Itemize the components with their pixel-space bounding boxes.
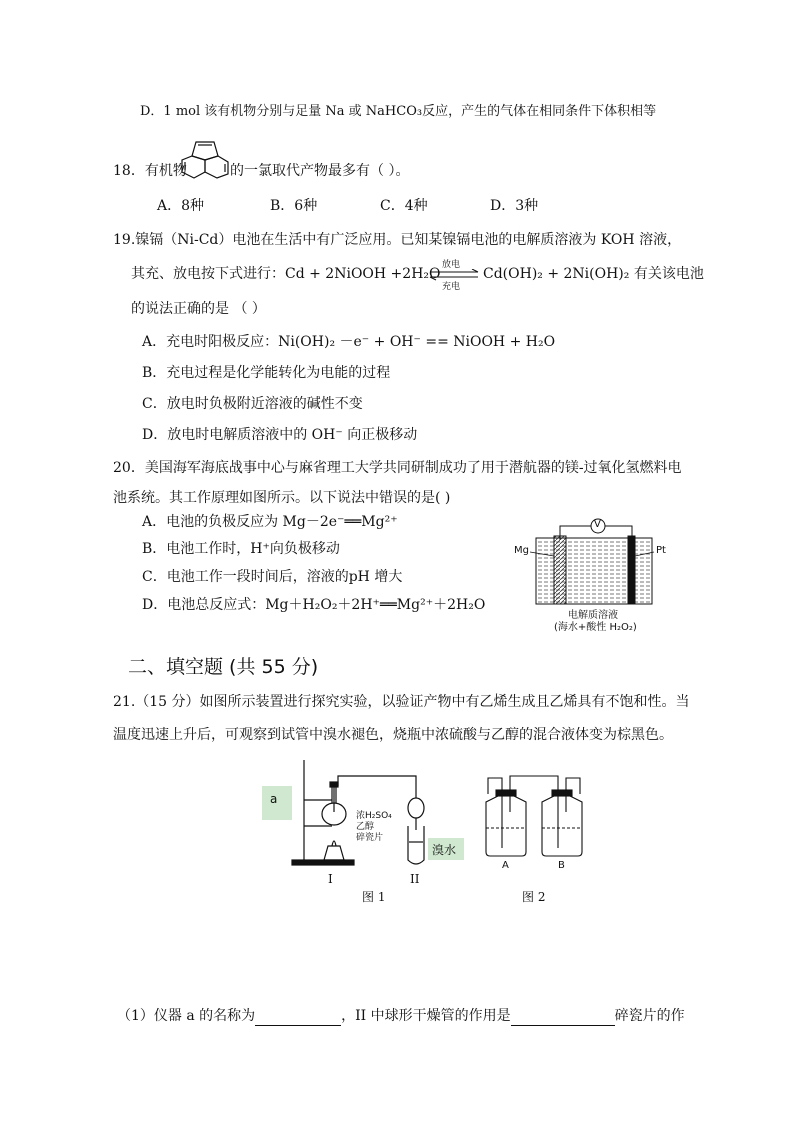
bromine-water-label: 溴水 [428,838,464,860]
section-heading: 二、填空题 (共 55 分) [128,656,319,678]
bottle-b-label: B [558,860,565,871]
q20-option-c: C．电池工作一段时间后，溶液的pH 增大 [142,569,403,585]
reagent-porcelain-label: 碎瓷片 [356,833,384,843]
q19-stem-line2-right: Cd(OH)₂ + 2Ni(OH)₂ 有关该电池 [483,266,704,282]
reagent-h2so4-label: 浓H₂SO₄ [356,811,392,821]
q19-option-a: A．充电时阳极反应：Ni(OH)₂ －e⁻ + OH⁻ == NiOOH + H₂O [142,334,556,350]
apparatus-i-label: I [328,872,333,886]
sub1-part-a: （1）仪器 a 的名称为 [117,1008,256,1024]
bottle-a-label: A [502,860,509,871]
q19-reversible-arrow [428,257,480,292]
q19-stem-line1: 19.镍镉（Ni-Cd）电池在生活中有广泛应用。已知某镍镉电池的电解质溶液为 KOH 溶液， [113,232,682,248]
charge-label: 充电 [442,282,461,292]
sub1-part-c: 碎瓷片的作 [614,1008,685,1024]
mg-electrode-label: Mg [514,545,529,556]
cell-caption-line1: 电解质溶液 [568,610,618,621]
q21-stem-line2: 温度迅速上升后，可观察到试管中溴水褪色，烧瓶中浓硫酸与乙醇的混合液体变为棕黑色。 [113,727,673,743]
figure-2-caption: 图 2 [522,890,546,904]
discharge-label: 放电 [442,260,461,270]
q19-option-b: B．充电过程是化学能转化为电能的过程 [142,365,391,381]
q18-stem-prefix: 18．有机物 [113,163,187,179]
q18-option-d: D．3种 [490,198,539,214]
q18-option-a: A．8种 [157,198,205,214]
q20-option-b: B．电池工作时，H⁺向负极移动 [142,541,340,557]
q19-option-c: C．放电时负极附近溶液的碱性不变 [142,396,363,412]
q20-cell-diagram [508,512,668,633]
wash-bottles-drawing [478,772,590,864]
label-a-box: a [262,786,292,820]
q18-stem-suffix: 的一氯取代产物最多有（ ）。 [230,163,410,179]
q21-figure-2 [478,772,590,906]
q18-option-c: C．4种 [380,198,428,214]
answer-blank-1[interactable] [255,1005,341,1026]
cell-caption-line2: (海水+酸性 H₂O₂) [554,622,637,633]
answer-blank-2[interactable] [511,1005,615,1026]
q19-option-d: D．放电时电解质溶液中的 OH⁻ 向正极移动 [142,427,418,443]
q20-option-a: A．电池的负极反应为 Mg－2e⁻══Mg²⁺ [142,514,398,530]
cell-drawing [508,512,668,608]
sub1-part-b: ，II 中球形干燥管的作用是 [341,1008,511,1024]
voltmeter-label: V [594,519,601,530]
apparatus-ii-label: II [410,872,420,886]
q20-stem-line2: 池系统。其工作原理如图所示。以下说法中错误的是( ) [113,490,451,506]
q21-subquestion-1 [117,1005,685,1026]
q19-stem-line2-left: 其充、放电按下式进行：Cd + 2NiOOH +2H₂O [131,266,441,282]
pt-electrode-label: Pt [656,545,666,556]
q21-stem-line1: 21.（15 分）如图所示装置进行探究实验，以验证产物中有乙烯生成且乙烯具有不饱和性。当 [113,694,690,710]
q20-stem-line1: 20．美国海军海底战事中心与麻省理工大学共同研制成功了用于潜航器的镁-过氧化氢燃料电 [113,460,682,476]
q18-molecule-structure [180,128,230,180]
q19-stem-line3: 的说法正确的是 （ ） [131,301,266,317]
q21-figure-1 [262,756,462,906]
q18-option-b: B．6种 [270,198,318,214]
q17-option-d: D．1 mol 该有机物分别与足量 Na 或 NaHCO₃反应，产生的气体在相同条件下体积相等 [140,104,657,119]
figure-1-caption: 图 1 [362,890,386,904]
reagent-ethanol-label: 乙醇 [356,822,375,832]
q20-option-d: D．电池总反应式：Mg＋H₂O₂＋2H⁺══Mg²⁺＋2H₂O [142,597,486,613]
